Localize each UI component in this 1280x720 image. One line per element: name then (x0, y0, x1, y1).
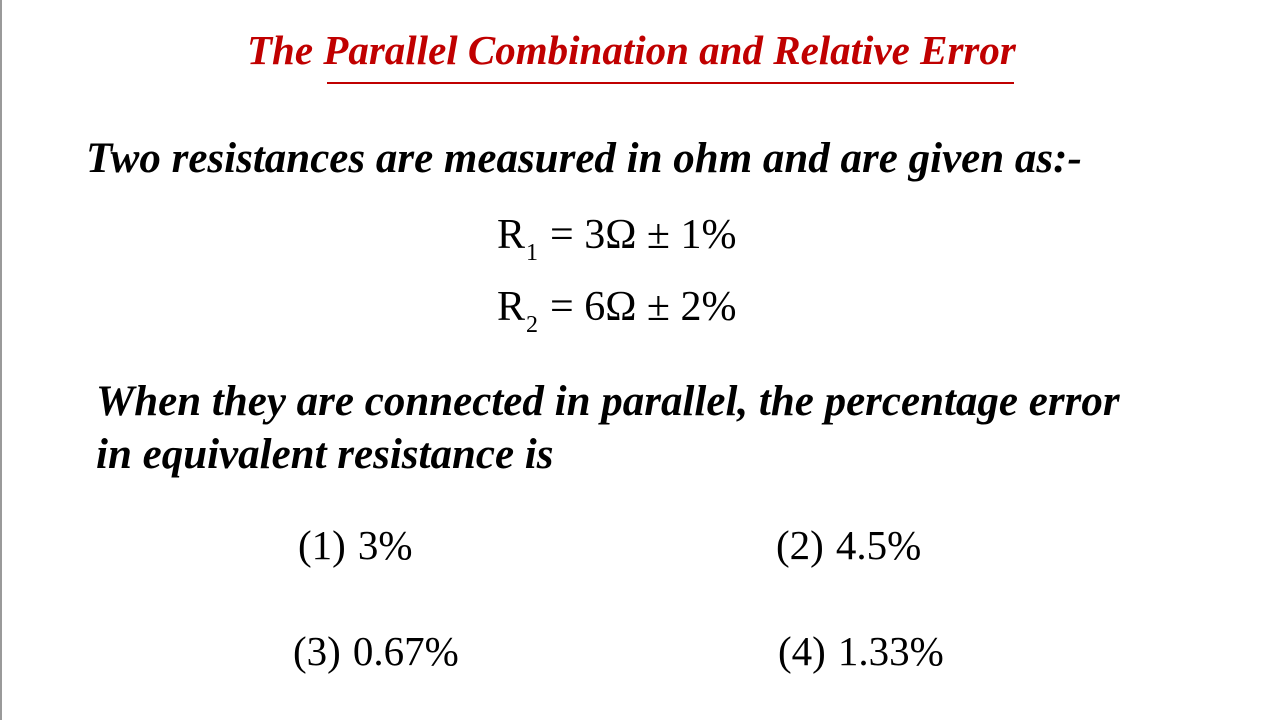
equation-value: = 6Ω ± 2% (550, 284, 737, 330)
option-number: (4) (778, 628, 826, 674)
option-value: 3% (357, 522, 413, 568)
question-line-2: in equivalent resistance is (96, 431, 554, 478)
equation-subscript: 2 (526, 312, 539, 338)
equation-r1 (497, 211, 736, 267)
option-2[interactable] (776, 521, 921, 569)
equation-r2 (497, 283, 736, 339)
option-4[interactable] (778, 627, 944, 675)
question-line-1: When they are connected in parallel, the percentage error (96, 378, 1120, 425)
option-number: (2) (776, 522, 824, 568)
title-underline (327, 82, 1014, 84)
option-1[interactable] (298, 521, 412, 569)
slide-title: The Parallel Combination and Relative Error (247, 27, 1016, 73)
option-number: (1) (298, 522, 346, 568)
equation-symbol: R (497, 212, 526, 258)
question-text (96, 375, 1120, 481)
equation-symbol: R (497, 284, 526, 330)
option-value: 1.33% (837, 628, 944, 674)
intro-text: Two resistances are measured in ohm and are given as:- (86, 135, 1082, 182)
option-value: 4.5% (835, 522, 922, 568)
option-number: (3) (293, 628, 341, 674)
option-3[interactable] (293, 627, 459, 675)
option-value: 0.67% (352, 628, 459, 674)
equation-subscript: 1 (526, 240, 539, 266)
equation-value: = 3Ω ± 1% (550, 212, 737, 258)
slide-left-border (0, 0, 2, 720)
